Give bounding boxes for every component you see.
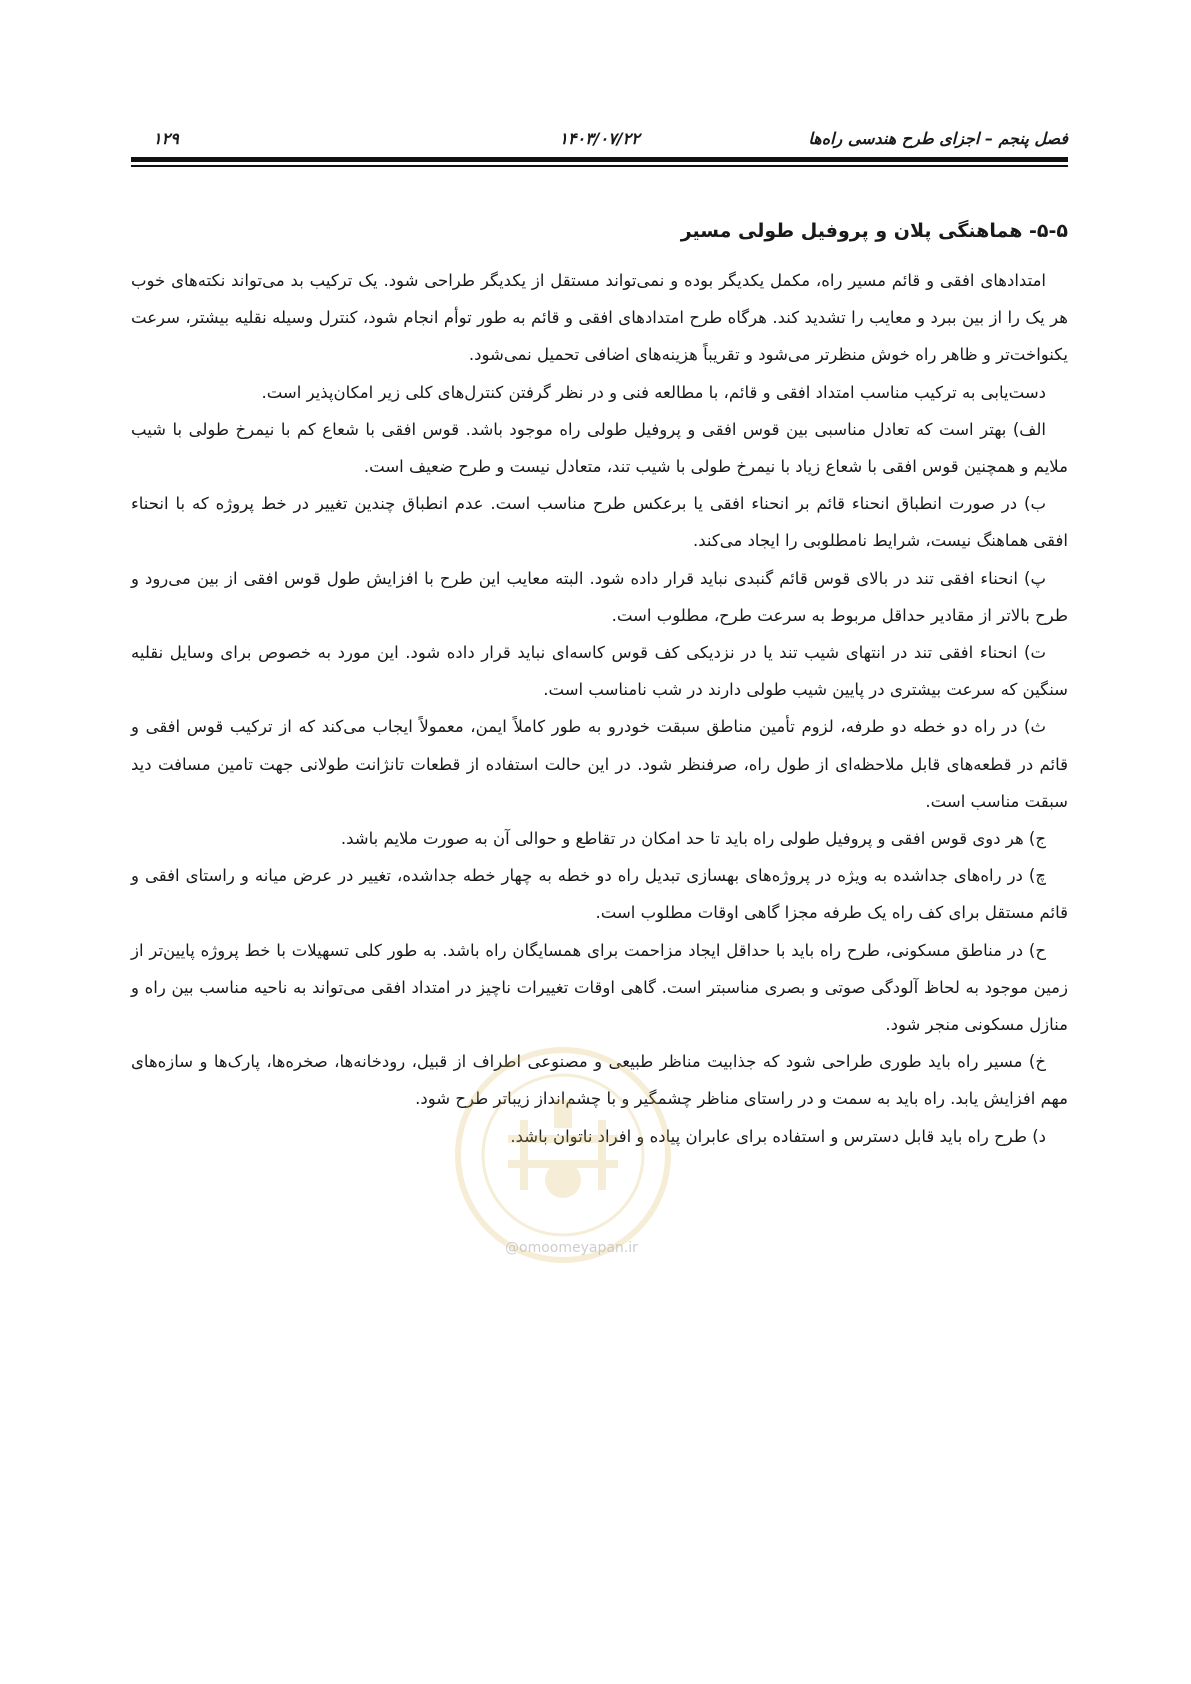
section-heading: ۵-۵- هماهنگی پلان و پروفیل طولی مسیر	[680, 220, 1068, 242]
header-chapter-title: فصل پنجم – اجزای طرح هندسی راه‌ها	[808, 129, 1068, 148]
paragraph-controls-intro: دست‌یابی به ترکیب مناسب امتداد افقی و قائم، با مطالعه فنی و در نظر گرفتن کنترل‌های کلی زیر امکان‌پذیر است.	[261, 382, 1046, 402]
watermark-text: @omoomeyapan.ir	[505, 1240, 638, 1256]
header-rule-thick	[131, 157, 1068, 162]
header-page-number: ۱۲۹	[153, 129, 179, 148]
paragraph-item-dal: د) طرح راه باید قابل دسترس و استفاده برای عابران پیاده و افراد ناتوان باشد.	[510, 1126, 1046, 1146]
paragraph-item-be: ب) در صورت انطباق انحناء قائم بر انحناء افقی یا برعکس طرح مناسب است. عدم انطباق چندین تغییر در خط پروژه که با انحناء افقی هماهنگ نیست، شرایط نامطلوبی را ایجاد می‌کند.	[131, 494, 1068, 551]
paragraph-item-se: ث) در راه دو خطه دو طرفه، لزوم تأمین مناطق سبقت خودرو به طور کاملاً ایمن، معمولاً ایجاب می‌کند که از ترکیب قوس افقی و قائم در قطعه‌های قابل ملاحظه‌ای از طول راه، صرفنظر شود. در این حالت استفاده از قطعات تانژانت طولانی جهت تامین مسافت دید سبقت مناسب است.	[131, 717, 1068, 811]
paragraph-item-che: چ) در راه‌های جداشده به ویژه در پروژه‌های بهسازی تبدیل راه دو خطه به چهار خطه جداشده، تغییر در عرض میانه و راستای افقی و قائم مستقل برای کف راه یک طرفه مجزا گاهی اوقات مطلوب است.	[131, 866, 1068, 923]
paragraph-intro: امتدادهای افقی و قائم مسیر راه، مکمل یکدیگر بوده و نمی‌تواند مستقل از یکدیگر طراحی شود. یک ترکیب بد می‌تواند نکته‌های خوب هر یک را از بین ببرد و معایب را تشدید کند. هرگاه طرح امتدادهای افقی و قائم به طور توأم انجام شود، کنترل وسیله نقلیه بیشتر، سرعت یکنواخت‌تر و ظاهر راه خوش منظرتر می‌شود و تقریباً هزینه‌های اضافی تحمیل نمی‌شود.	[131, 271, 1068, 365]
page-header	[131, 125, 1068, 155]
header-rule-thin	[131, 165, 1068, 167]
paragraph-item-pe: پ) انحناء افقی تند در بالای قوس قائم گنبدی نباید قرار داده شود. البته معایب این طرح با افزایش طول قوس افقی از بین می‌رود و طرح بالاتر از مقادیر حداقل مربوط به سرعت طرح، مطلوب است.	[131, 568, 1068, 625]
header-date: ۱۴۰۳/۰۷/۲۲	[559, 129, 640, 148]
paragraph-item-alef: الف) بهتر است که تعادل مناسبی بین قوس افقی و پروفیل طولی راه موجود باشد. قوس افقی با شعاع کم با نیمرخ طولی با شیب ملایم و همچنین قوس افقی با شعاع زیاد با نیمرخ طولی با شیب تند، متعادل نیست و طرح ضعیف است.	[131, 419, 1068, 477]
paragraph-item-jim: ج) هر دوی قوس افقی و پروفیل طولی راه باید تا حد امکان در تقاطع و حوالی آن به صورت ملایم باشد.	[340, 829, 1046, 849]
body-text	[131, 262, 1068, 1155]
paragraph-item-khe: خ) مسیر راه باید طوری طراحی شود که جذابیت مناظر طبیعی و مصنوعی اطراف از قبیل، رودخانه‌ها، صخره‌ها، پارک‌ها و سازه‌های مهم افزایش یابد. راه باید به سمت و در راستای مناظر چشمگیر و با چشم‌انداز زیباتر طرح شود.	[131, 1052, 1068, 1109]
paragraph-item-te: ت) انحناء افقی تند در انتهای شیب تند یا در نزدیکی کف قوس کاسه‌ای نباید قرار داده شود. این مورد به خصوص برای وسایل نقلیه سنگین که سرعت بیشتری در پایین شیب طولی دارند در شب نامناسب است.	[131, 643, 1068, 700]
paragraph-item-he: ح) در مناطق مسکونی، طرح راه باید با حداقل ایجاد مزاحمت برای همسایگان راه باشد. به طور کلی تسهیلات با خط پروژه پایین‌تر از زمین موجود به لحاظ آلودگی صوتی و بصری مناسبتر است. گاهی اوقات تغییرات ناچیز در امتداد افقی می‌تواند به ناحیه مناسب بین راه و منازل مسکونی منجر شود.	[131, 940, 1068, 1035]
